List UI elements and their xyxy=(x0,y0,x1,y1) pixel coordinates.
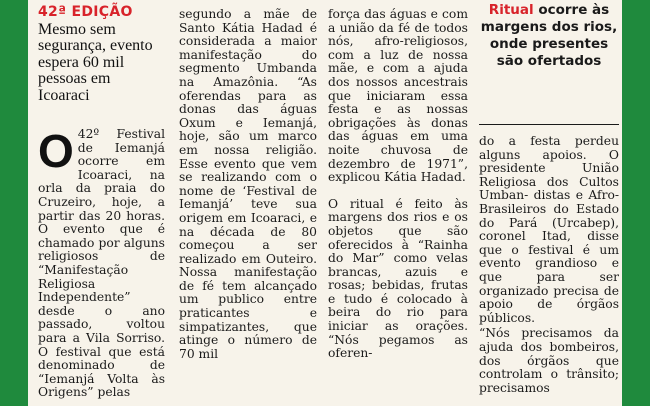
drop-cap: O xyxy=(38,125,74,178)
pull-quote-highlight: Ritual xyxy=(488,2,534,18)
column-3-text-a: força das águas e com a união da fé de todos nós, afro-religiosos, com a luz de nossa mãe, e com a ajuda dos nossos ancestrais que iniciaram essa festa e as nossas obrigações às donas das águas em uma noite chuvosa de dezembro de 1971”, explicou Kátia Hadad. xyxy=(328,7,468,185)
pull-quote xyxy=(479,2,619,104)
column-1-text: 42º Festival de Iemanjá ocorre em Icoaraci, na orla da praia do Cruzeiro, hoje, a partir das 20 horas. O evento que é chamado por alguns religiosos de “Manifestação Religiosa Independente” desde o ano passado, voltou para a Vila Sorriso. O festival que está denominado de “Iemanjá Volta às Origens” pelas xyxy=(38,127,165,400)
edition-kicker: 42ª EDIÇÃO xyxy=(38,4,133,20)
article-column-3 xyxy=(328,0,468,406)
column-1-body xyxy=(38,125,165,400)
newspaper-page xyxy=(28,0,622,406)
article-column-4 xyxy=(479,0,619,406)
article-column-1 xyxy=(38,0,165,406)
pull-quote-text: ocorre às margens dos rios, onde presentes são ofertados xyxy=(480,2,618,69)
column-4-text-a: do a festa perdeu alguns apoios. O presidente União Religiosa dos Cultos Umban- distas e Afro-Brasileiros do Estado do Pará (Urcabep), coronel Itad, disse que o festival é um evento grandioso e que para ser organizado precisa de apoio de órgãos públicos. xyxy=(479,134,619,325)
column-3-text-b: O ritual é feito às margens dos rios e os objetos que são oferecidos à “Rainha do Mar” como velas brancas, azuis e rosas; bebidas, frutas e tudo é colocado à beira do rio para iniciar as orações. “Nós pegamos as oferen- xyxy=(328,196,468,361)
article-column-2 xyxy=(179,0,317,406)
column-4-text-b: “Nós precisamos da ajuda dos bombeiros, dos órgãos que controlam o trânsito; precisamos xyxy=(479,326,619,395)
divider xyxy=(479,124,619,125)
column-2-text: segundo a mãe de Santo Kátia Hadad é considerada a maior manifestação do segmento Umbanda na Amazônia. “As oferendas para as donas das águas Oxum e Iemanjá, hoje, são um marco em nossa religião. Esse evento que vem se realizando com o nome de ‘Festival de Iemanjá’ teve sua origem em Icoaraci, e na década de 80 começou a ser realizado em Outeiro. Nossa manifestação de fé tem alcançado um publico entre praticantes e simpatizantes, que atinge o número de 70 mil xyxy=(179,7,317,361)
article-headline: Mesmo sem segurança, evento espera 60 mil pessoas em Icoaraci xyxy=(38,20,153,104)
